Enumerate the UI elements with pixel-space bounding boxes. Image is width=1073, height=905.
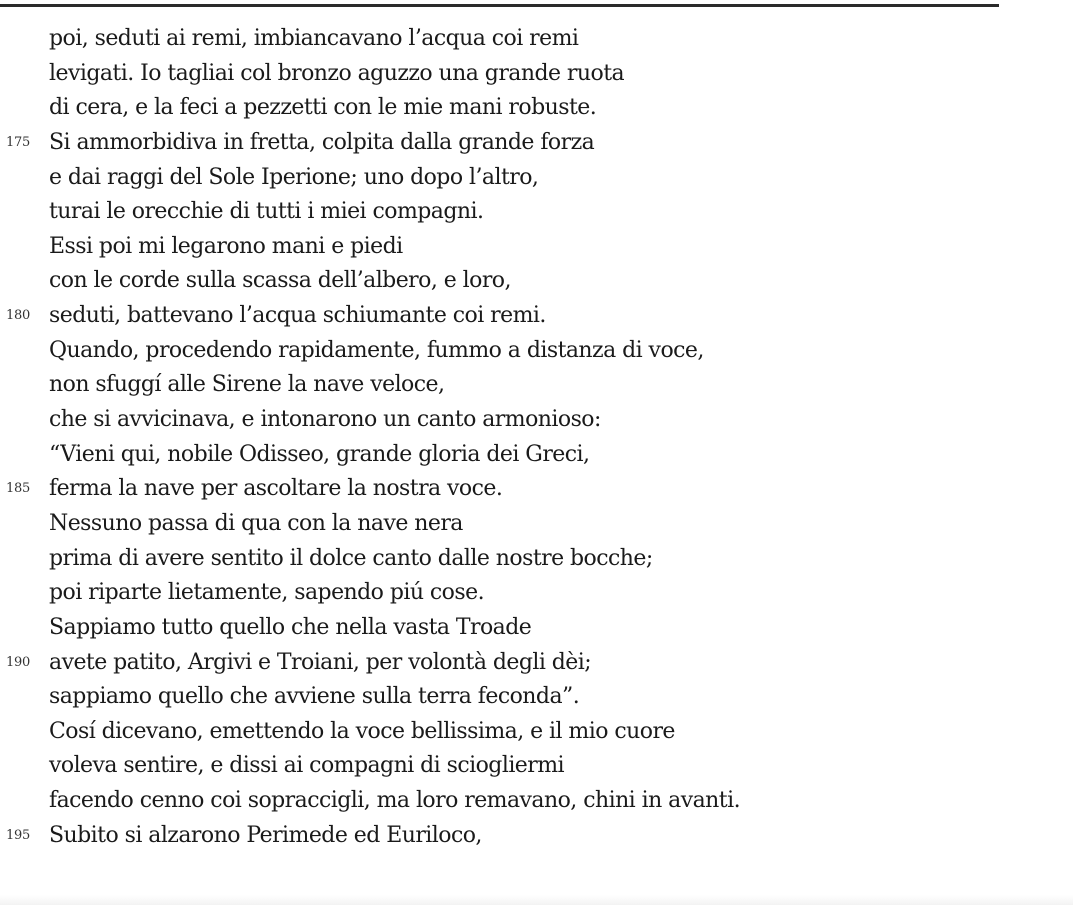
verse-line	[0, 576, 1073, 611]
line-text: Si ammorbidiva in fretta, colpita dalla grande forza	[49, 129, 595, 155]
verse-line	[0, 264, 1073, 299]
line-number: 190	[6, 654, 30, 670]
verse-line	[0, 611, 1073, 646]
line-text: non sfuggí alle Sirene la nave veloce,	[49, 372, 445, 398]
line-text: seduti, battevano l’acqua schiumante coi remi.	[49, 303, 546, 329]
line-text: levigati. Io tagliai col bronzo aguzzo una grande ruota	[49, 60, 625, 86]
verse-line	[0, 542, 1073, 577]
verse-line	[0, 784, 1073, 819]
line-text: “Vieni qui, nobile Odisseo, grande gloria dei Greci,	[49, 441, 590, 467]
line-text: con le corde sulla scassa dell’albero, e loro,	[49, 268, 511, 294]
line-text: di cera, e la feci a pezzetti con le mie mani robuste.	[49, 95, 597, 121]
line-number: 175	[6, 134, 30, 150]
line-text: poi, seduti ai remi, imbiancavano l’acqua coi remi	[49, 26, 579, 51]
line-text: Essi poi mi legarono mani e piedi	[49, 233, 403, 259]
verse-block	[0, 22, 1073, 853]
top-rule	[0, 4, 999, 7]
bottom-fade	[0, 895, 1073, 905]
line-number: 180	[6, 308, 30, 324]
line-text: poi riparte lietamente, sapendo piú cose.	[49, 580, 485, 606]
verse-line	[0, 57, 1073, 92]
verse-line	[0, 299, 1073, 334]
verse-line	[0, 438, 1073, 473]
verse-line	[0, 91, 1073, 126]
verse-line	[0, 230, 1073, 265]
verse-line	[0, 749, 1073, 784]
line-text: Quando, procedendo rapidamente, fummo a distanza di voce,	[49, 337, 704, 363]
verse-line	[0, 680, 1073, 715]
verse-line	[0, 507, 1073, 542]
line-text: ferma la nave per ascoltare la nostra voce.	[49, 476, 503, 502]
line-text: facendo cenno coi sopraccigli, ma loro remavano, chini in avanti.	[49, 788, 741, 814]
verse-line	[0, 161, 1073, 196]
line-text: Nessuno passa di qua con la nave nera	[49, 510, 463, 536]
line-text: turai le orecchie di tutti i miei compagni.	[49, 199, 484, 225]
verse-line	[0, 403, 1073, 438]
verse-line	[0, 126, 1073, 161]
line-text: sappiamo quello che avviene sulla terra feconda”.	[49, 684, 580, 710]
verse-line	[0, 195, 1073, 230]
line-text: Cosí dicevano, emettendo la voce bellissima, e il mio cuore	[49, 718, 675, 744]
line-text: prima di avere sentito il dolce canto dalle nostre bocche;	[49, 545, 653, 571]
line-text: che si avvicinava, e intonarono un canto armonioso:	[49, 407, 601, 433]
verse-line	[0, 715, 1073, 750]
line-text: Subito si alzarono Perimede ed Euriloco,	[49, 822, 482, 848]
line-number: 195	[6, 827, 30, 843]
line-text: avete patito, Argivi e Troiani, per volontà degli dèi;	[49, 649, 592, 675]
line-text: Sappiamo tutto quello che nella vasta Troade	[49, 614, 532, 640]
verse-line	[0, 472, 1073, 507]
line-text: voleva sentire, e dissi ai compagni di sciogliermi	[49, 753, 565, 779]
verse-line	[0, 819, 1073, 854]
verse-line	[0, 334, 1073, 369]
verse-line	[0, 646, 1073, 681]
verse-line	[0, 368, 1073, 403]
line-number: 185	[6, 481, 30, 497]
line-text: e dai raggi del Sole Iperione; uno dopo l’altro,	[49, 164, 539, 190]
verse-line	[0, 22, 1073, 57]
